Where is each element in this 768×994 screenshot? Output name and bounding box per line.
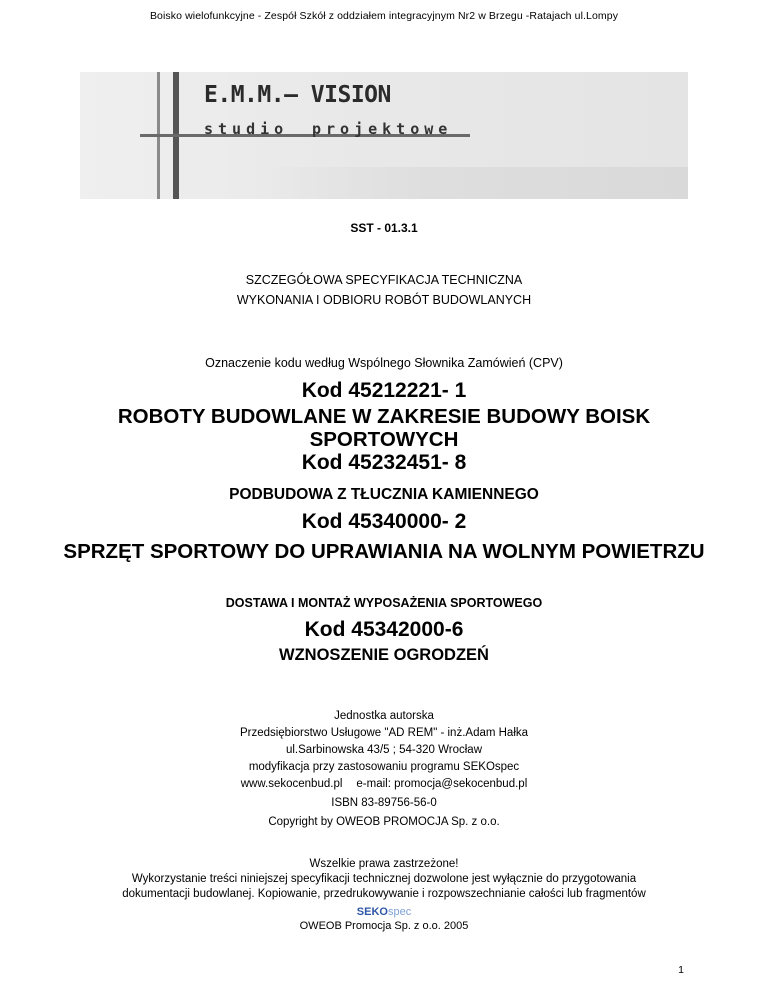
code-4: Kod 45342000-6 xyxy=(304,618,464,641)
code-1: Kod 45212221- 1 xyxy=(301,379,467,402)
code-3-title: SPRZĘT SPORTOWY DO UPRAWIANIA NA WOLNYM POWIETRZU xyxy=(63,540,705,563)
sekospec-logo xyxy=(0,906,768,918)
sekospec-logo-b: spec xyxy=(387,906,412,918)
rights-line2: Wykorzystanie treści niniejszej specyfikacji technicznej dozwolone jest wyłącznie do przygotowania xyxy=(131,873,637,885)
page-number: 1 xyxy=(678,964,684,976)
author-label: Jednostka autorska xyxy=(334,710,434,722)
author-block xyxy=(0,708,768,831)
rights-line1: Wszelkie prawa zastrzeżone! xyxy=(309,858,459,870)
website-link[interactable]: www.sekocenbud.pl xyxy=(240,778,343,790)
logo-brand: E.M.M.— VISION xyxy=(204,82,391,108)
code-4-title: WZNOSZENIE OGRODZEŃ xyxy=(279,646,489,664)
cpv-intro: Oznaczenie kodu według Wspólnego Słownika Zamówień (CPV) xyxy=(205,356,563,370)
code-2-title: PODBUDOWA Z TŁUCZNIA KAMIENNEGO xyxy=(229,486,539,503)
rights-block xyxy=(0,857,768,902)
spec-title-line1: SZCZEGÓŁOWA SPECYFIKACJA TECHNICZNA xyxy=(245,273,523,287)
author-contact-row xyxy=(0,776,768,793)
spec-title-line2: WYKONANIA I ODBIORU ROBÓT BUDOWLANYCH xyxy=(236,293,532,307)
logo-tint xyxy=(260,167,688,199)
isbn: ISBN 83-89756-56-0 xyxy=(331,797,437,809)
copyright: Copyright by OWEOB PROMOCJA Sp. z o.o. xyxy=(268,816,500,828)
author-address: ul.Sarbinowska 43/5 ; 54-320 Wrocław xyxy=(285,744,483,756)
running-header: Boisko wielofunkcyjne - Zespół Szkół z oddziałem integracyjnym Nr2 w Brzegu -Ratajach ul.Lompy xyxy=(149,10,619,22)
code-3: Kod 45340000- 2 xyxy=(301,510,467,533)
sekospec-logo-a: SEKO xyxy=(356,906,388,918)
email-link[interactable]: e-mail: promocja@sekocenbud.pl xyxy=(356,778,528,790)
code-1-title: ROBOTY BUDOWLANE W ZAKRESIE BUDOWY BOISK SPORTOWYCH xyxy=(117,405,651,451)
logo-sub-word-studio: studio xyxy=(204,120,289,138)
sst-code: SST - 01.3.1 xyxy=(350,221,418,235)
author-company: Przedsiębiorstwo Usługowe "AD REM" - inż.Adam Hałka xyxy=(239,727,529,739)
author-modification: modyfikacja przy zastosowaniu programu SEKOspec xyxy=(248,761,520,773)
code-2: Kod 45232451- 8 xyxy=(301,451,467,474)
rights-line3: dokumentacji budowlanej. Kopiowanie, przedrukowywanie i rozpowszechnianie całości lub fragmentów xyxy=(122,888,646,900)
logo-sub-word-projektowe: projektowe xyxy=(312,120,453,138)
company-logo xyxy=(80,72,688,199)
code-3-subtitle: DOSTAWA I MONTAŻ WYPOSAŻENIA SPORTOWEGO xyxy=(225,596,543,610)
publisher-line: OWEOB Promocja Sp. z o.o. 2005 xyxy=(299,920,469,932)
